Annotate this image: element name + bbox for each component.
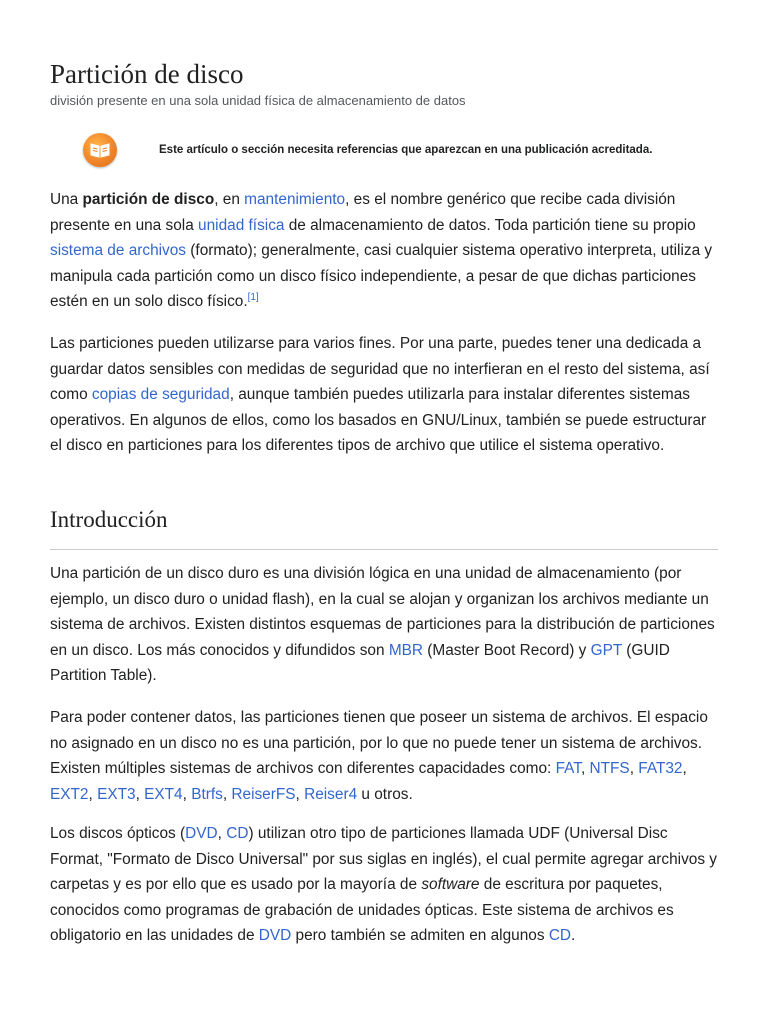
link-ext4[interactable]: EXT4 [144,785,183,803]
link-dvd[interactable]: DVD [185,825,218,842]
intro-paragraph-2: Las particiones pueden utilizarse para varios fines. Por una parte, puedes tener una dedicada a guardar datos sensibles con medidas de seguridad que no interfieran en el resto del sistema, así como copias de seguridad, aunque también puedes utilizarla para instalar diferentes sistemas operativos. En algunos de ellos, como los basados en GNU/Linux, también se puede estructurar el disco en particiones para los diferentes tipos de archivo que utilice el sistema operativo. [50,335,710,454]
section-divider [50,549,718,550]
link-cd[interactable]: CD [226,825,249,842]
link-cd-2[interactable]: CD [548,927,572,944]
link-reiser4[interactable]: Reiser4 [304,785,358,803]
section-paragraph-3: Los discos ópticos (DVD, CD) utilizan otro tipo de particiones llamada UDF (Universal Disc Format, "Formato de Disco Universal" por sus siglas en inglés), el cual permite agregar archivos y carpetas y es por ello que es usado por la mayoría de software de escritura por paquetes, conocidos como programas de grabación de unidades ópticas. Este sistema de archivos es obligatorio en las unidades de DVD pero también se admiten en algunos CD. [50,825,717,944]
link-ext3[interactable]: EXT3 [97,785,136,803]
bold-term: partición de disco [82,191,215,208]
link-copias-de-seguridad[interactable]: copias de seguridad [91,386,230,403]
page-subtitle: división presente en una sola unidad física de almacenamiento de datos [50,93,466,108]
link-btrfs[interactable]: Btrfs [191,785,223,803]
references-notice [50,130,720,174]
section-paragraph-2: Para poder contener datos, las particiones tienen que poseer un sistema de archivos. El espacio no asignado en un disco no es una partición, por lo que no puede tener un sistema de archivos. Existen múltiples sistemas de archivos con diferentes capacidades como: FAT, NTFS, FAT32, EXT2, EXT3, EXT4, Btrfs, ReiserFS, Reiser4 u otros. [50,709,708,803]
link-dvd-2[interactable]: DVD [258,927,292,944]
link-ext2[interactable]: EXT2 [50,785,89,803]
intro-paragraph-1: Una partición de disco, en mantenimiento, es el nombre genérico que recibe cada división presente en una sola unidad física de almacenamiento de datos. Toda partición tiene su propio sistema de archivos (formato); generalmente, casi cualquier sistema operativo interpreta, utiliza y manipula cada partición como un disco físico independiente, a pesar de que dichas particiones estén en un solo disco físico.[1] [50,191,713,310]
link-mbr[interactable]: MBR [388,641,424,659]
reference-1[interactable]: [1] [247,291,259,303]
section-paragraph-1: Una partición de un disco duro es una división lógica en una unidad de almacenamiento (por ejemplo, un disco duro o unidad flash), en la cual se alojan y organizan los archivos mediante un sistema de archivos. Existen distintos esquemas de particiones para la distribución de particiones en un disco. Los más conocidos y difundidos son MBR (Master Boot Record) y GPT (GUID Partition Table). [50,565,715,684]
page-title: Partición de disco [50,59,244,89]
section-heading-introduccion: Introducción [50,507,168,532]
link-reiserfs[interactable]: ReiserFS [231,785,296,803]
italic-term: software [421,876,480,893]
link-mantenimiento[interactable]: mantenimiento [244,191,346,208]
link-gpt[interactable]: GPT [590,641,623,659]
link-fat[interactable]: FAT [555,760,581,777]
link-sistema-de-archivos[interactable]: sistema de archivos [50,242,187,259]
link-unidad-fisica[interactable]: unidad física [198,216,285,234]
link-fat32[interactable]: FAT32 [638,760,683,777]
link-ntfs[interactable]: NTFS [589,760,630,777]
notice-text: Este artículo o sección necesita referencias que aparezcan en una publicación acreditada. [159,144,653,156]
book-icon [83,133,117,167]
